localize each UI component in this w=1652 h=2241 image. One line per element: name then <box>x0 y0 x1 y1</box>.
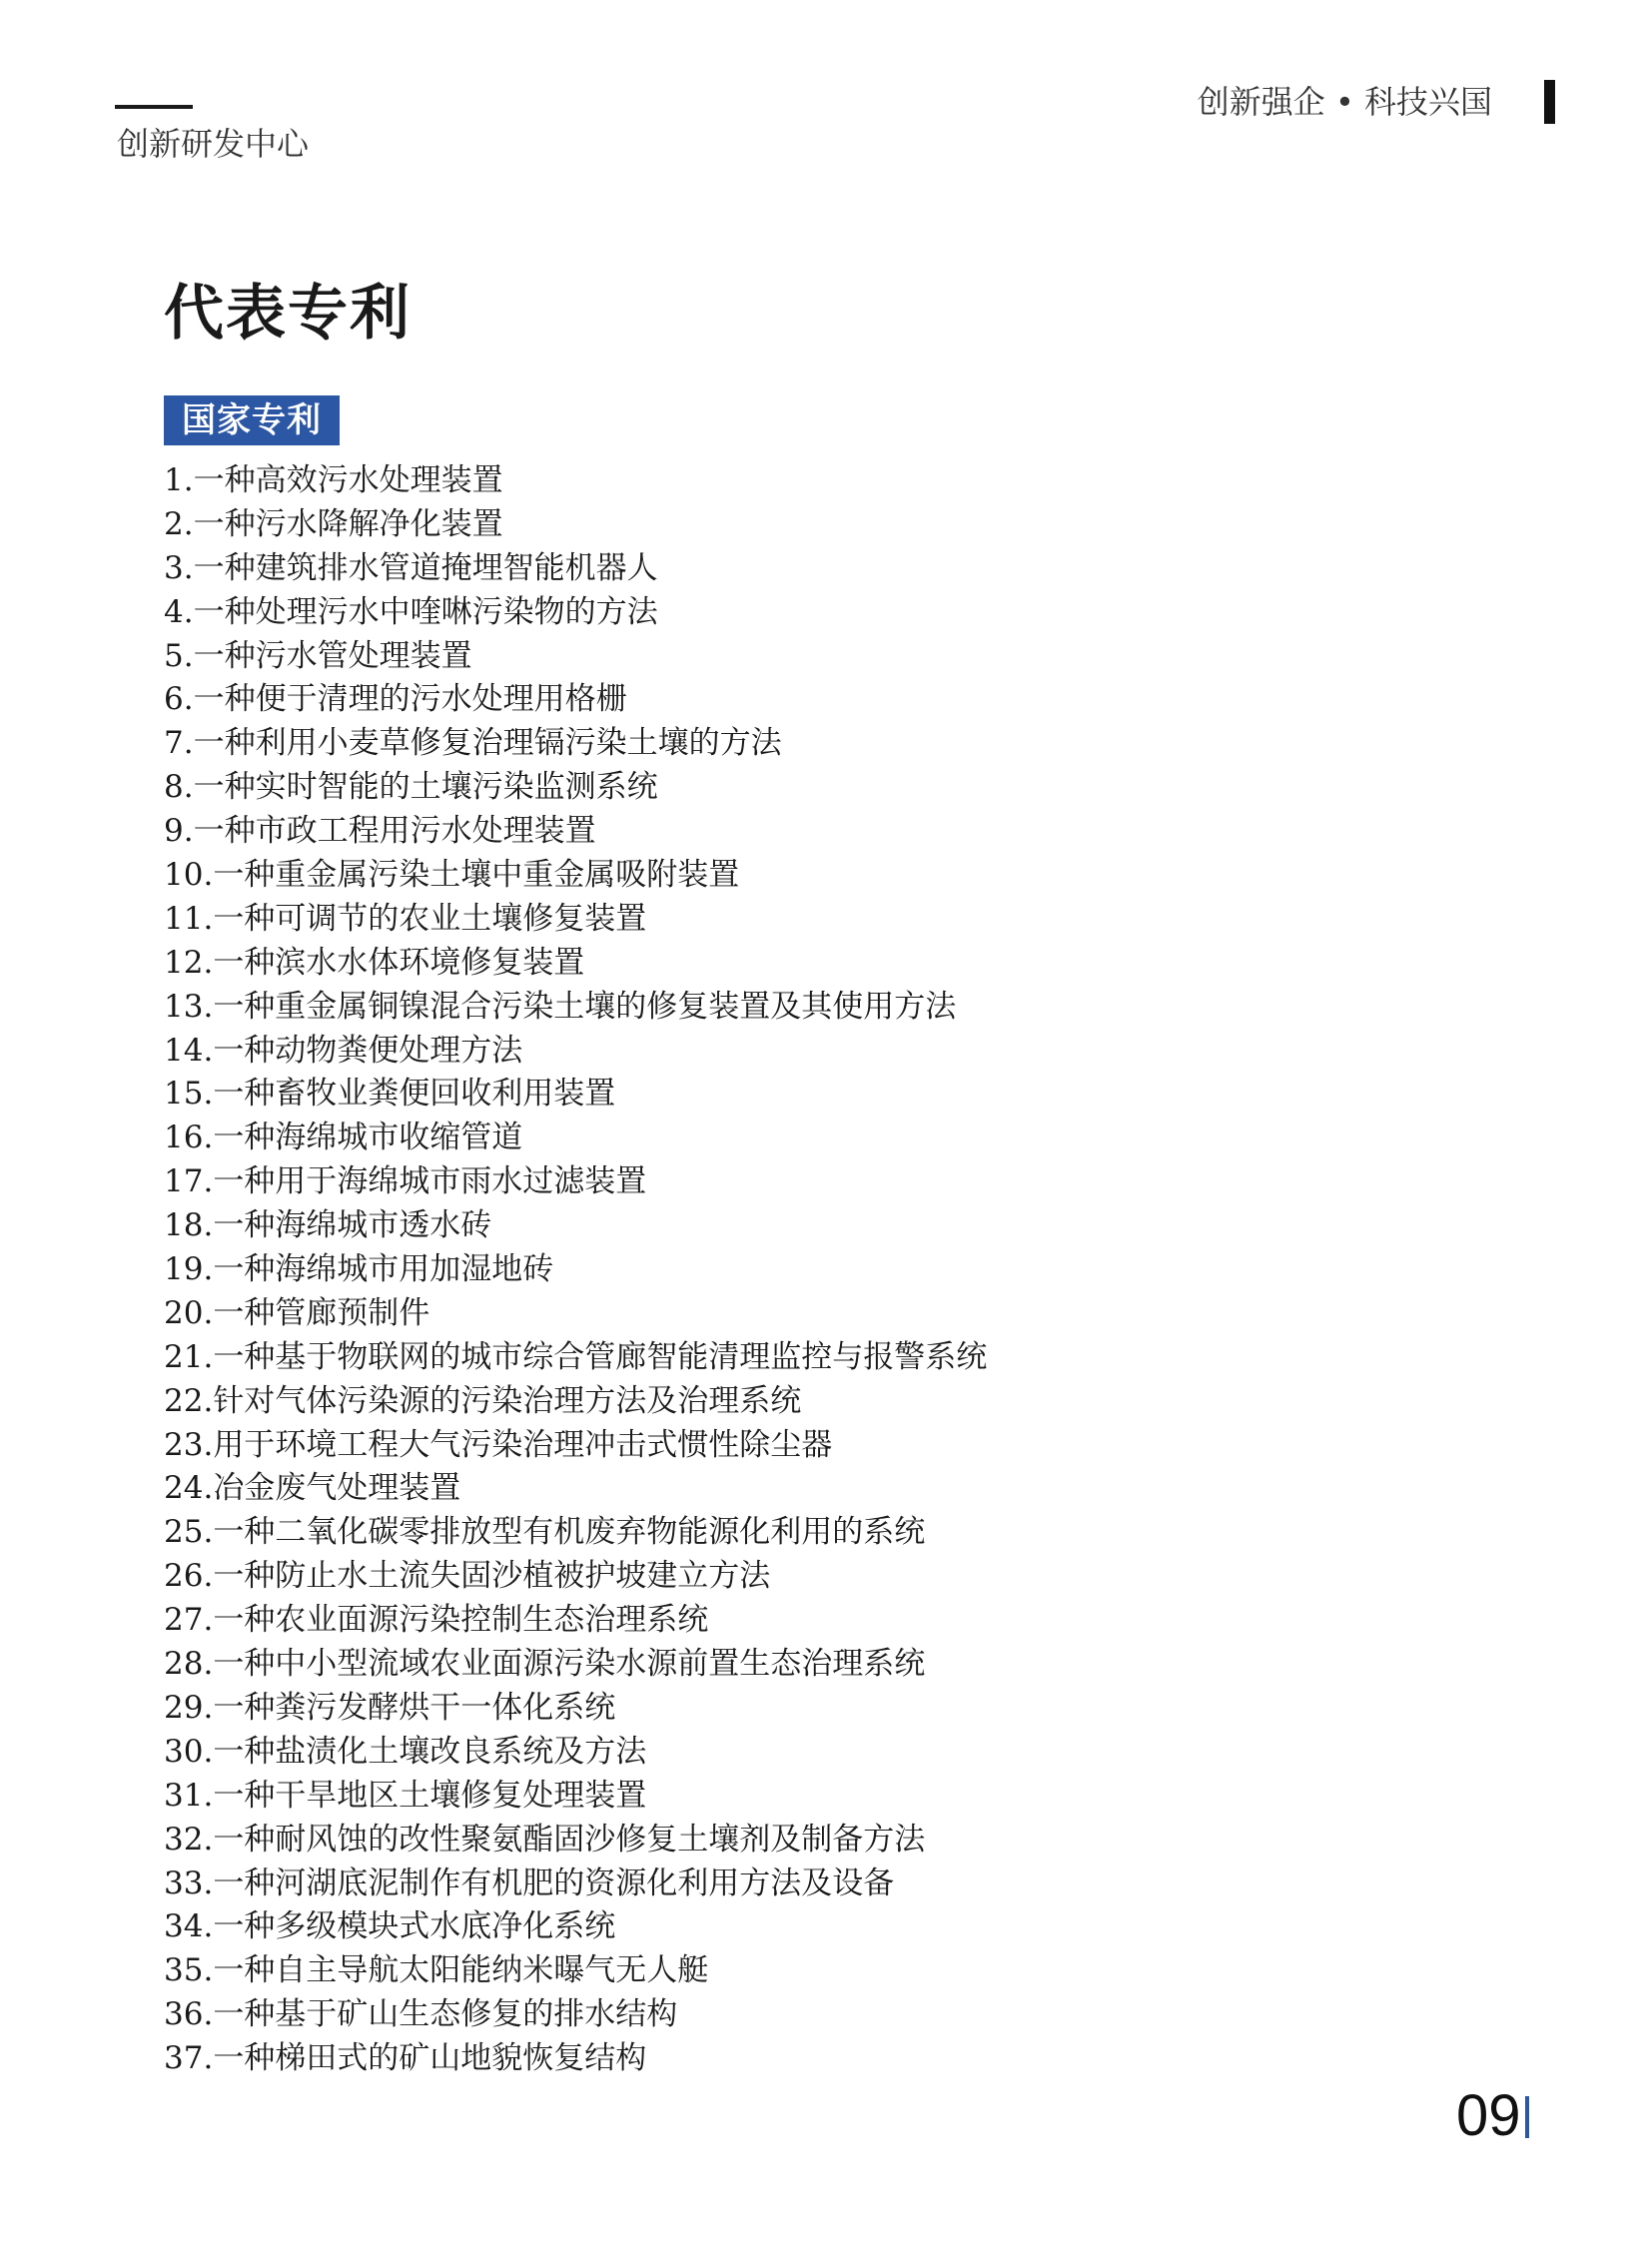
patent-title: 一种梯田式的矿山地貌恢复结构 <box>213 2040 647 2077</box>
patent-number: 2. <box>164 505 194 542</box>
patent-title: 一种耐风蚀的改性聚氨酯固沙修复土壤剂及制备方法 <box>213 1821 926 1858</box>
patent-item <box>164 1775 987 1819</box>
patent-title: 一种基于物联网的城市综合管廊智能清理监控与报警系统 <box>213 1338 988 1375</box>
patent-number: 20. <box>164 1294 214 1331</box>
patent-title: 一种粪污发酵烘干一体化系统 <box>213 1689 616 1726</box>
patent-title: 一种基于矿山生态修复的排水结构 <box>213 1996 678 2033</box>
patent-item <box>164 854 987 898</box>
patent-number: 33. <box>164 1865 214 1901</box>
patent-item <box>164 1993 987 2037</box>
patent-title: 用于环境工程大气污染治理冲击式惯性除尘器 <box>213 1426 833 1463</box>
patent-number: 16. <box>164 1120 214 1156</box>
patent-item <box>164 1424 987 1468</box>
patent-title: 针对气体污染源的污染治理方法及治理系统 <box>213 1382 802 1419</box>
patent-number: 6. <box>164 681 194 718</box>
patent-number: 31. <box>164 1777 214 1814</box>
patent-item <box>164 1599 987 1643</box>
patent-number: 12. <box>164 944 214 981</box>
patent-number: 15. <box>164 1076 214 1113</box>
patent-number: 3. <box>164 549 194 586</box>
patent-item <box>164 1511 987 1555</box>
patent-number: 35. <box>164 1952 214 1989</box>
patent-item <box>164 1863 987 1906</box>
patent-title: 一种管廊预制件 <box>213 1294 430 1331</box>
patent-title: 一种多级模块式水底净化系统 <box>213 1908 616 1945</box>
patent-number: 11. <box>164 900 214 937</box>
section-label: 创新研发中心 <box>117 125 310 163</box>
patent-item <box>164 678 987 722</box>
page-number: 09 <box>1456 2083 1521 2148</box>
patent-list <box>164 459 987 2081</box>
patent-title: 一种可调节的农业土壤修复装置 <box>213 900 647 937</box>
corner-bar <box>1544 80 1555 124</box>
patent-item <box>164 766 987 810</box>
patent-title: 一种利用小麦草修复治理镉污染土壤的方法 <box>193 725 782 762</box>
patent-number: 28. <box>164 1646 214 1683</box>
patent-number: 23. <box>164 1426 214 1463</box>
patent-item <box>164 722 987 766</box>
patent-number: 19. <box>164 1251 214 1288</box>
patent-item <box>164 1292 987 1336</box>
patent-number: 24. <box>164 1470 214 1507</box>
patent-number: 36. <box>164 1996 214 2033</box>
page-number-mark <box>1525 2096 1529 2138</box>
page-title: 代表专利 <box>164 279 412 349</box>
patent-title: 一种干旱地区土壤修复处理装置 <box>213 1777 647 1814</box>
patent-title: 一种河湖底泥制作有机肥的资源化利用方法及设备 <box>213 1865 895 1901</box>
patent-title: 一种动物粪便处理方法 <box>213 1032 523 1069</box>
patent-item <box>164 1248 987 1292</box>
patent-title: 一种市政工程用污水处理装置 <box>193 813 596 850</box>
patent-number: 17. <box>164 1163 214 1200</box>
patent-number: 7. <box>164 725 194 762</box>
patent-title: 冶金废气处理装置 <box>213 1470 461 1507</box>
patent-item <box>164 1073 987 1117</box>
patent-number: 27. <box>164 1602 214 1639</box>
patent-number: 34. <box>164 1908 214 1945</box>
patent-item <box>164 547 987 591</box>
patent-number: 14. <box>164 1032 214 1069</box>
patent-item <box>164 1819 987 1863</box>
patent-number: 1. <box>164 462 194 498</box>
patent-title: 一种畜牧业粪便回收利用装置 <box>213 1076 616 1113</box>
patent-item <box>164 1949 987 1993</box>
patent-number: 9. <box>164 813 194 850</box>
patent-number: 13. <box>164 988 214 1025</box>
patent-item <box>164 1687 987 1731</box>
patent-item <box>164 1117 987 1160</box>
patent-item <box>164 1555 987 1599</box>
patent-item <box>164 898 987 942</box>
patent-item <box>164 503 987 547</box>
patent-title: 一种自主导航太阳能纳米曝气无人艇 <box>213 1952 709 1989</box>
patent-title: 一种污水管处理装置 <box>193 637 472 674</box>
patent-number: 21. <box>164 1338 214 1375</box>
patent-title: 一种高效污水处理装置 <box>193 462 503 498</box>
patent-item <box>164 635 987 679</box>
patent-item <box>164 1731 987 1775</box>
header-rule <box>115 105 193 109</box>
patent-item <box>164 1380 987 1424</box>
patent-number: 5. <box>164 637 194 674</box>
patent-title: 一种便于清理的污水处理用格栅 <box>193 681 627 718</box>
patent-number: 22. <box>164 1382 214 1419</box>
patent-title: 一种农业面源污染控制生态治理系统 <box>213 1602 709 1639</box>
patent-item <box>164 591 987 635</box>
patent-title: 一种实时智能的土壤污染监测系统 <box>193 769 658 806</box>
patent-item <box>164 810 987 854</box>
patent-item <box>164 1030 987 1074</box>
patent-title: 一种建筑排水管道掩埋智能机器人 <box>193 549 658 586</box>
patent-number: 8. <box>164 769 194 806</box>
patent-number: 4. <box>164 593 194 630</box>
patent-title: 一种污水降解净化装置 <box>193 505 503 542</box>
patent-number: 25. <box>164 1514 214 1551</box>
patent-item <box>164 1204 987 1248</box>
patent-title: 一种用于海绵城市雨水过滤装置 <box>213 1163 647 1200</box>
patent-title: 一种防止水土流失固沙植被护坡建立方法 <box>213 1558 771 1595</box>
patent-item <box>164 1905 987 1949</box>
patent-number: 10. <box>164 857 214 894</box>
patent-title: 一种海绵城市透水砖 <box>213 1207 492 1244</box>
patent-number: 26. <box>164 1558 214 1595</box>
patent-number: 37. <box>164 2040 214 2077</box>
patent-item <box>164 459 987 503</box>
category-badge: 国家专利 <box>164 395 340 445</box>
patent-number: 18. <box>164 1207 214 1244</box>
patent-item <box>164 986 987 1030</box>
patent-item <box>164 942 987 986</box>
patent-title: 一种盐渍化土壤改良系统及方法 <box>213 1733 647 1770</box>
patent-number: 30. <box>164 1733 214 1770</box>
patent-item <box>164 1467 987 1511</box>
patent-title: 一种中小型流域农业面源污染水源前置生态治理系统 <box>213 1646 926 1683</box>
patent-title: 一种海绵城市用加湿地砖 <box>213 1251 554 1288</box>
patent-title: 一种滨水水体环境修复装置 <box>213 944 585 981</box>
patent-title: 一种重金属污染土壤中重金属吸附装置 <box>213 857 740 894</box>
patent-item <box>164 1160 987 1204</box>
patent-number: 32. <box>164 1821 214 1858</box>
patent-item <box>164 2037 987 2081</box>
patent-title: 一种处理污水中喹啉污染物的方法 <box>193 593 658 630</box>
patent-item <box>164 1336 987 1380</box>
patent-item <box>164 1643 987 1687</box>
header-slogan: 创新强企 • 科技兴国 <box>1197 83 1492 121</box>
patent-number: 29. <box>164 1689 214 1726</box>
patent-title: 一种海绵城市收缩管道 <box>213 1120 523 1156</box>
patent-title: 一种重金属铜镍混合污染土壤的修复装置及其使用方法 <box>213 988 957 1025</box>
patent-title: 一种二氧化碳零排放型有机废弃物能源化利用的系统 <box>213 1514 926 1551</box>
